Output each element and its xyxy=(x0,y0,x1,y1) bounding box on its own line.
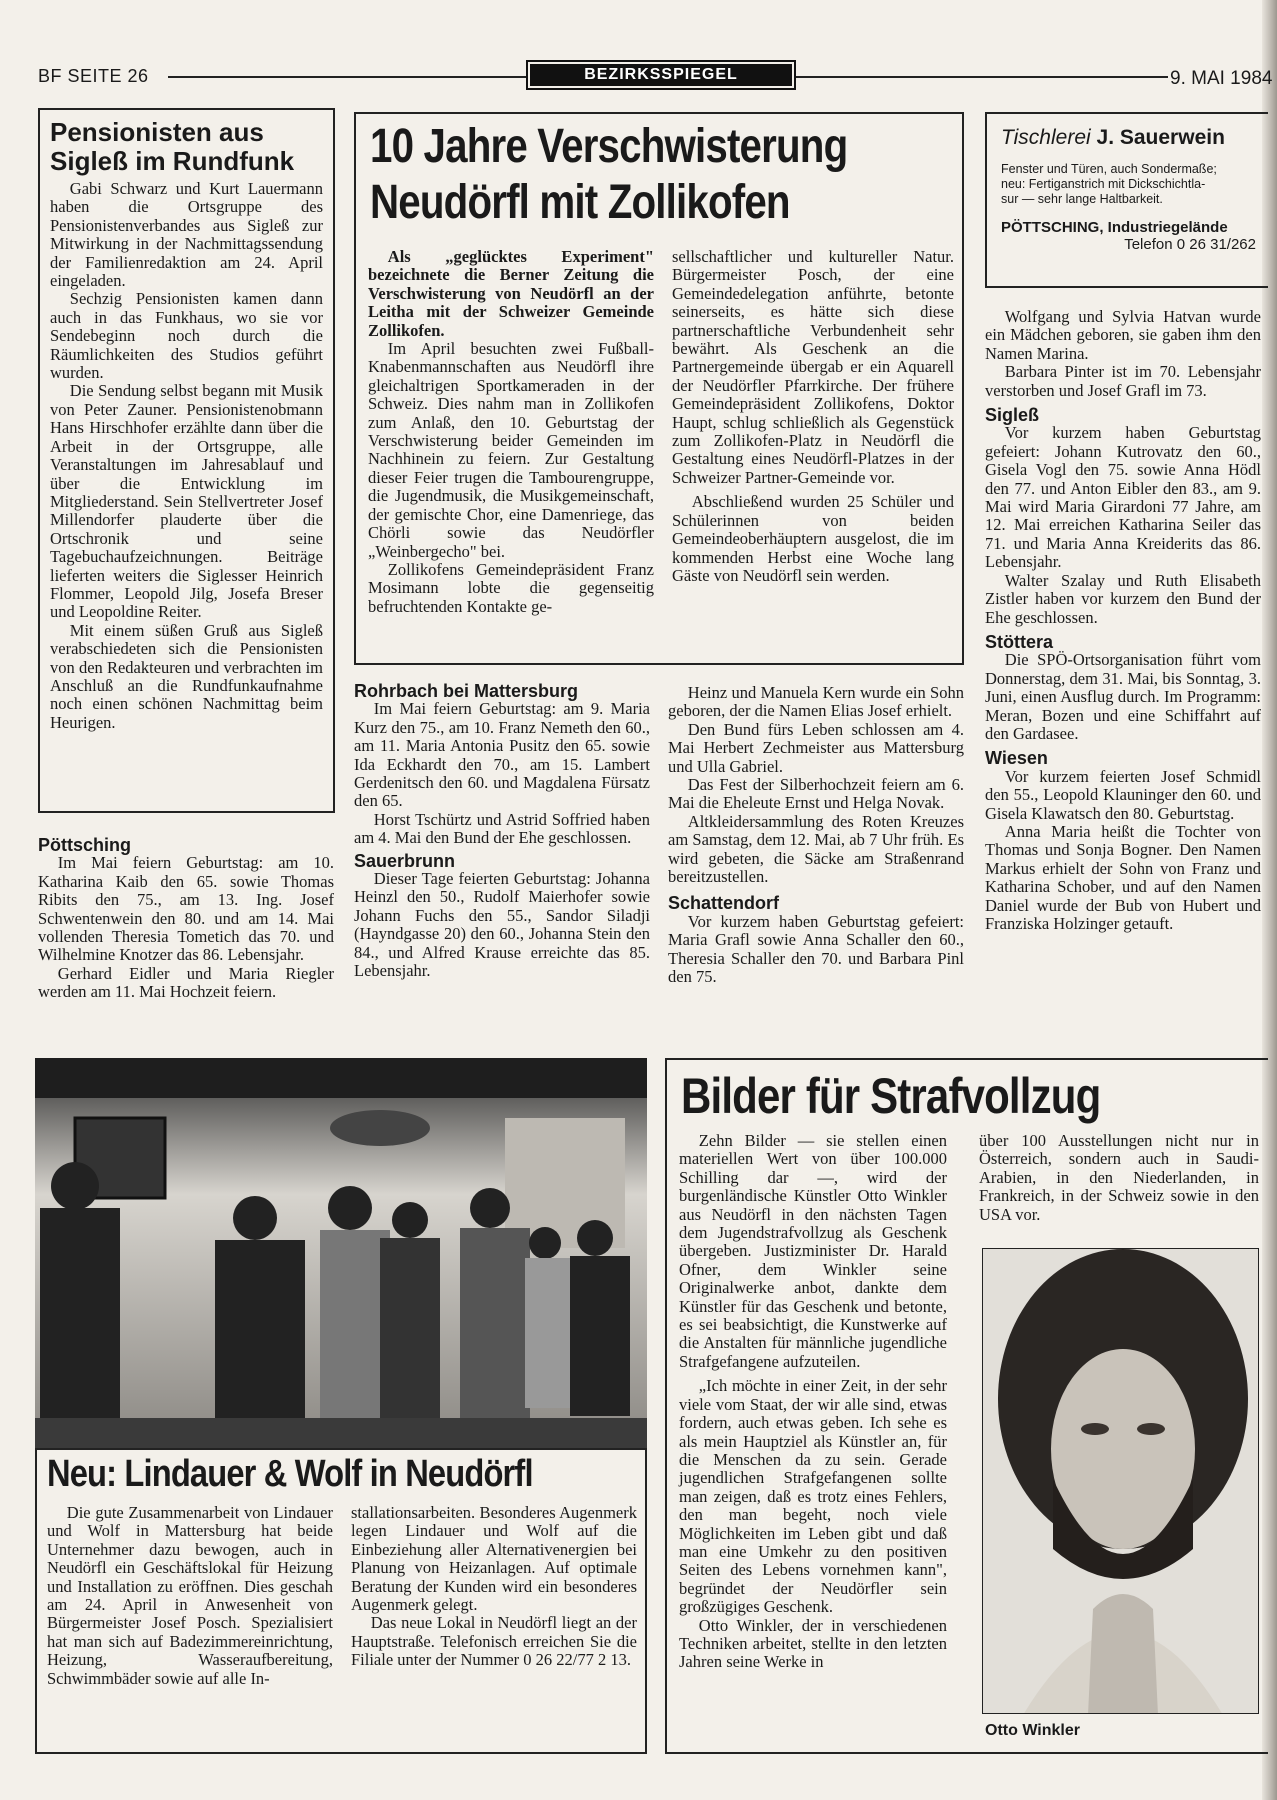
ad-company-name: J. Sauerwein xyxy=(1096,126,1225,149)
ad-address: PÖTTSCHING, Industriegelände xyxy=(1001,219,1228,236)
article-title: Neu: Lindauer & Wolf in Neudörfl xyxy=(47,1453,533,1495)
article-rohrbach: Rohrbach bei Mattersburg Im Mai feiern Geburtstag: am 9. Maria Kurz den 75., am 10. Franz Nemeth den 60., am 11. Maria Antonia Pusitz den 65. sowie Ida Eckhardt den 70., am 15. Lambert Gerdenitsch den 60. und Magdalena Fürsatz den 65. Horst Tschürtz und Astrid Soffried haben am 4. Mai den Bund der Ehe geschlossen. Sauerbrunn Dieser Tage feierten Geburtstag: Johanna Heinzl den 50., Rudolf Maierhofer sowie Johann Fuchs den 55., Sandor Siladji (Hayndgasse 20) den 60., Johanna Stein den 84., und Alfred Krause erreichte das 85. Lebensjahr. xyxy=(354,681,650,981)
article-col-2: stallationsarbeiten. Besonderes Augenmerk legen Lindauer und Wolf auf die Einbeziehung aller Alternativenergien bei Planung von Heizanlagen. Auf optimale Beratung der Kunden wird ein besonderes Augenmerk gelegt. Das neue Lokal in Neudörfl liegt an der Hauptstraße. Telefonisch erreichen Sie die Filiale unter der Nummer 0 26 22/77 2 13. xyxy=(351,1503,637,1670)
page-date: 9. MAI 1984 xyxy=(1170,68,1273,89)
article-title: Bilder für Strafvollzug xyxy=(681,1068,1101,1124)
article-pensionisten xyxy=(38,108,335,813)
header-rule-right xyxy=(796,76,1168,78)
portrait-caption: Otto Winkler xyxy=(985,1722,1080,1739)
section-head: Pöttsching xyxy=(38,835,131,855)
ad-sauerwein xyxy=(985,112,1268,288)
portrait-image xyxy=(983,1249,1259,1714)
article-col-2: sellschaftlicher und kultureller Natur. Bürgermeister Posch, der eine Gemeindedelegation anführte, betonte seinerseits, es hätte sich diese partnerschaftliche Verbundenheit sehr bewährt. Als Geschenk an die Partnergemeinde übergab er ein Aquarell der Neudörfler Pfarrkirche. Der frühere Gemeindepräsident Zollikofens, Doktor Haupt, schlug schließlich als Gegenstück zum Zollikofen-Platz in Neudörfl die Gestaltung eines Neudörfl-Platzes in der Schweizer Partner-Gemeinde vor. Abschließend wurden 25 Schüler und Schülerinnen von beiden Gemeindeoberhäuptern ausgelost, die im kommenden Herbst eine Woche lang Gäste von Neudörfl sein werden. xyxy=(672,247,954,585)
ad-line-3: sur — sehr lange Haltbarkeit. xyxy=(1001,192,1163,206)
portrait-photo xyxy=(982,1248,1259,1714)
section-title: BEZIRKSSPIEGEL xyxy=(526,60,796,90)
ad-phone: Telefon 0 26 31/262 xyxy=(1124,236,1256,253)
right-column: Wolfgang und Sylvia Hatvan wurde ein Mädchen geboren, sie gaben ihm den Namen Marina. Barbara Pinter ist im 70. Lebensjahr verstorben und Josef Grafl im 73. Sigleß Vor kurzem haben Geburtstag gefeiert: Johann Kutrovatz den 60., Gisela Vogl den 75. sowie Anna Hödl den 77. und Anton Eibler den 83., am 9. Mai wird Maria Girardoni 77 Jahre, am 12. Mai erreichen Katharina Seiler das 71. und Maria Anna Kreiderits das 86. Lebensjahr. Walter Szalay und Ruth Elisabeth Zistler haben vor kurzem den Bund der Ehe geschlossen. Stöttera Die SPÖ-Ortsorganisation führt vom Donnerstag, dem 31. Mai, bis Sonntag, 3. Juni, einen Ausflug durch. Im Programm: Meran, Bozen und eine Schiffahrt auf den Gardasee. Wiesen Vor kurzem feierten Josef Schmidl den 55., Leopold Klauninger den 60. und Gisela Klawatsch den 80. Geburtstag. Anna Maria heißt die Tochter von Thomas und Sonja Bogner. Den Namen Markus erhielt der Sohn von Franz und Katharina Schober, und auf den Namen Daniel wurde der Bub von Hubert und Franziska Holzinger getauft. xyxy=(985,308,1261,933)
article-title-line2: Neudörfl mit Zollikofen xyxy=(370,176,790,229)
header-rule-left xyxy=(168,76,526,78)
ad-line-1: Fenster und Türen, auch Sondermaße; xyxy=(1001,162,1217,176)
article-poettsching: Pöttsching Im Mai feiern Geburtstag: am 10. Katharina Kaib den 65. sowie Thomas Ribits den 75., am 13. Ing. Josef Schwentenwein den 80. und am 14. Mai vollenden Theresia Tometich das 70. und Wilhelmine Knotzer das 86. Lebensjahr. Gerhard Eidler und Maria Riegler werden am 11. Mai Hochzeit feiern. xyxy=(38,835,334,1002)
ad-company-script: Tischlerei xyxy=(1001,126,1091,149)
article-strafvollzug xyxy=(665,1058,1268,1754)
wiesen-head: Wiesen xyxy=(985,748,1048,769)
section-head: Sauerbrunn xyxy=(354,850,456,871)
article-lindauer xyxy=(35,1448,647,1754)
siegless-head: Sigleß xyxy=(985,405,1040,426)
article-middle-column: Heinz und Manuela Kern wurde ein Sohn geboren, der die Namen Elias Josef erhielt. Den Bund fürs Leben schlossen am 4. Mai Herbert Zechmeister aus Mattersburg und Ulla Gabriel. Das Fest der Silberhochzeit feiern am 6. Mai die Eheleute Ernst und Helga Novak. Altkleidersammlung des Roten Kreuzes am Samstag, dem 12. Mai, ab 7 Uhr früh. Es wird gebeten, die Säcke am Straßenrand bereitzustellen. Schattendorf Vor kurzem haben Geburtstag gefeiert: Maria Grafl sowie Anna Schaller den 60., Theresia Schaller den 70. und Barbara Pinl den 75. xyxy=(668,683,964,987)
article-title: Pensionisten aus Sigleß im Rundfunk xyxy=(50,117,295,176)
article-col-1: Die gute Zusammenarbeit von Lindauer und Wolf in Mattersburg hat beide Unternehmer dazu bewogen, auch in Neudörfl ein Geschäftslokal für Heizung und Installation zu eröffnen. Dies geschah am 24. April in Anwesenheit von Bürgermeister Josef Posch. Spezialisiert hat man sich auf Badezimmereinrichtung, Heizung, Wasseraufbereitung, Schwimmbäder sowie auf alle In- xyxy=(47,1503,333,1688)
section-head: Rohrbach bei Mattersburg xyxy=(354,681,579,701)
article-col-1: Als „geglücktes Experiment" bezeichnete die Berner Zeitung die Verschwisterung von Neudörfl an der Leitha mit der Schweizer Gemeinde Zollikofen. Im April besuchten zwei Fußball-Knabenmannschaften aus Neudörfl ihre gleichaltrigen Sportkameraden in der Schweiz. Dies nahm man in Zollikofen zum Anlaß, den 10. Geburtstag der Verschwisterung beider Gemeinden im Nachhinein zu feiern. Zur Gestaltung dieser Feier trugen die Tambourengruppe, die Jugendmusik, die Musikgemeinschaft, der gemischte Chor, eine Damenriege, das Chörli sowie das Neudörfler „Weinbergecho" bei. Zollikofens Gemeindepräsident Franz Mosimann lobte die gegenseitig befruchtenden Kontakte ge- xyxy=(368,247,654,616)
article-col-2: über 100 Ausstellungen nicht nur in Österreich, sondern auch in Saudi-Arabien, in den Niederlanden, in Frankreich, in der Schweiz sowie in den USA vor. xyxy=(979,1131,1259,1224)
page-number: BF SEITE 26 xyxy=(38,66,149,86)
article-col-1: Zehn Bilder — sie stellen einen materiellen Wert von über 100.000 Schilling dar —, wird der burgenländische Künstler Otto Winkler aus Neudörfl in den nächsten Tagen dem Jugendstrafvollzug als Geschenk übergeben. Justizminister Dr. Harald Ofner, dem Winkler seine Originalwerke anbot, dankte dem Künstler für das Geschenk und betonte, es sei beabsichtigt, die Kunstwerke auf die Anstalten für männliche jugendliche Strafgefangene aufzuteilen. „Ich möchte in einer Zeit, in der sehr viele vom Staat, der wir alle sind, etwas fordern, auch etwas geben. Ich sehe es als mein Hauptziel als Künstler an, für die Menschen da zu sein. Gerade jugendlichen Strafgefangenen sollte man zeigen, daß es trotz eines Fehlers, den man begeht, noch viele Möglichkeiten im Leben gibt und daß man eine Umkehr zu den positiven Seiten des Lebens vornehmen kann", begründet der Neudörfler sein großzügiges Geschenk. Otto Winkler, der in verschiedenen Techniken arbeitet, stellte in den letzten Jahren seine Werke in xyxy=(679,1131,947,1672)
group-photo-image xyxy=(35,1058,647,1448)
article-title-line1: 10 Jahre Verschwisterung xyxy=(370,120,848,173)
stoettera-head: Stöttera xyxy=(985,631,1054,652)
article-body: Gabi Schwarz und Kurt Lauermann haben die Ortsgruppe des Pensionistenverbandes aus Sigleß zur Mitwirkung in der Nachmittagssendung der Familienredaktion am 24. April eingeladen. Sechzig Pensionisten kamen dann auch in das Funkhaus, wo sie vor Sendebeginn noch durch die Räumlichkeiten des Studios geführt wurden. Die Sendung selbst begann mit Musik von Peter Zauner. Pensionistenobmann Hans Hirschhofer erzählte dann über die Arbeit in der Ortsgruppe, alle Veranstaltungen im Jahresablauf und über die Entwicklung im Mitgliederstand. Sein Stellvertreter Josef Millendorfer plauderte über die Ortschronik und seine Tagebuchaufzeichnungen. Beiträge lieferten weiters die Siglesser Heinrich Flommer, Leopold Jilg, Josefa Breser und Leopoldine Reiter. Mit einem süßen Gruß aus Sigleß verabschiedeten sich die Pensionisten von den Redakteuren und verbrachten im Anschluß an die Rundfunkaufnahme noch einen schönen Nachmittag beim Heurigen. xyxy=(50,179,323,732)
section-head: Schattendorf xyxy=(668,893,780,914)
article-zollikofen xyxy=(354,112,964,665)
ad-line-2: neu: Fertiganstrich mit Dickschichtla- xyxy=(1001,177,1206,191)
group-photo xyxy=(35,1058,647,1448)
